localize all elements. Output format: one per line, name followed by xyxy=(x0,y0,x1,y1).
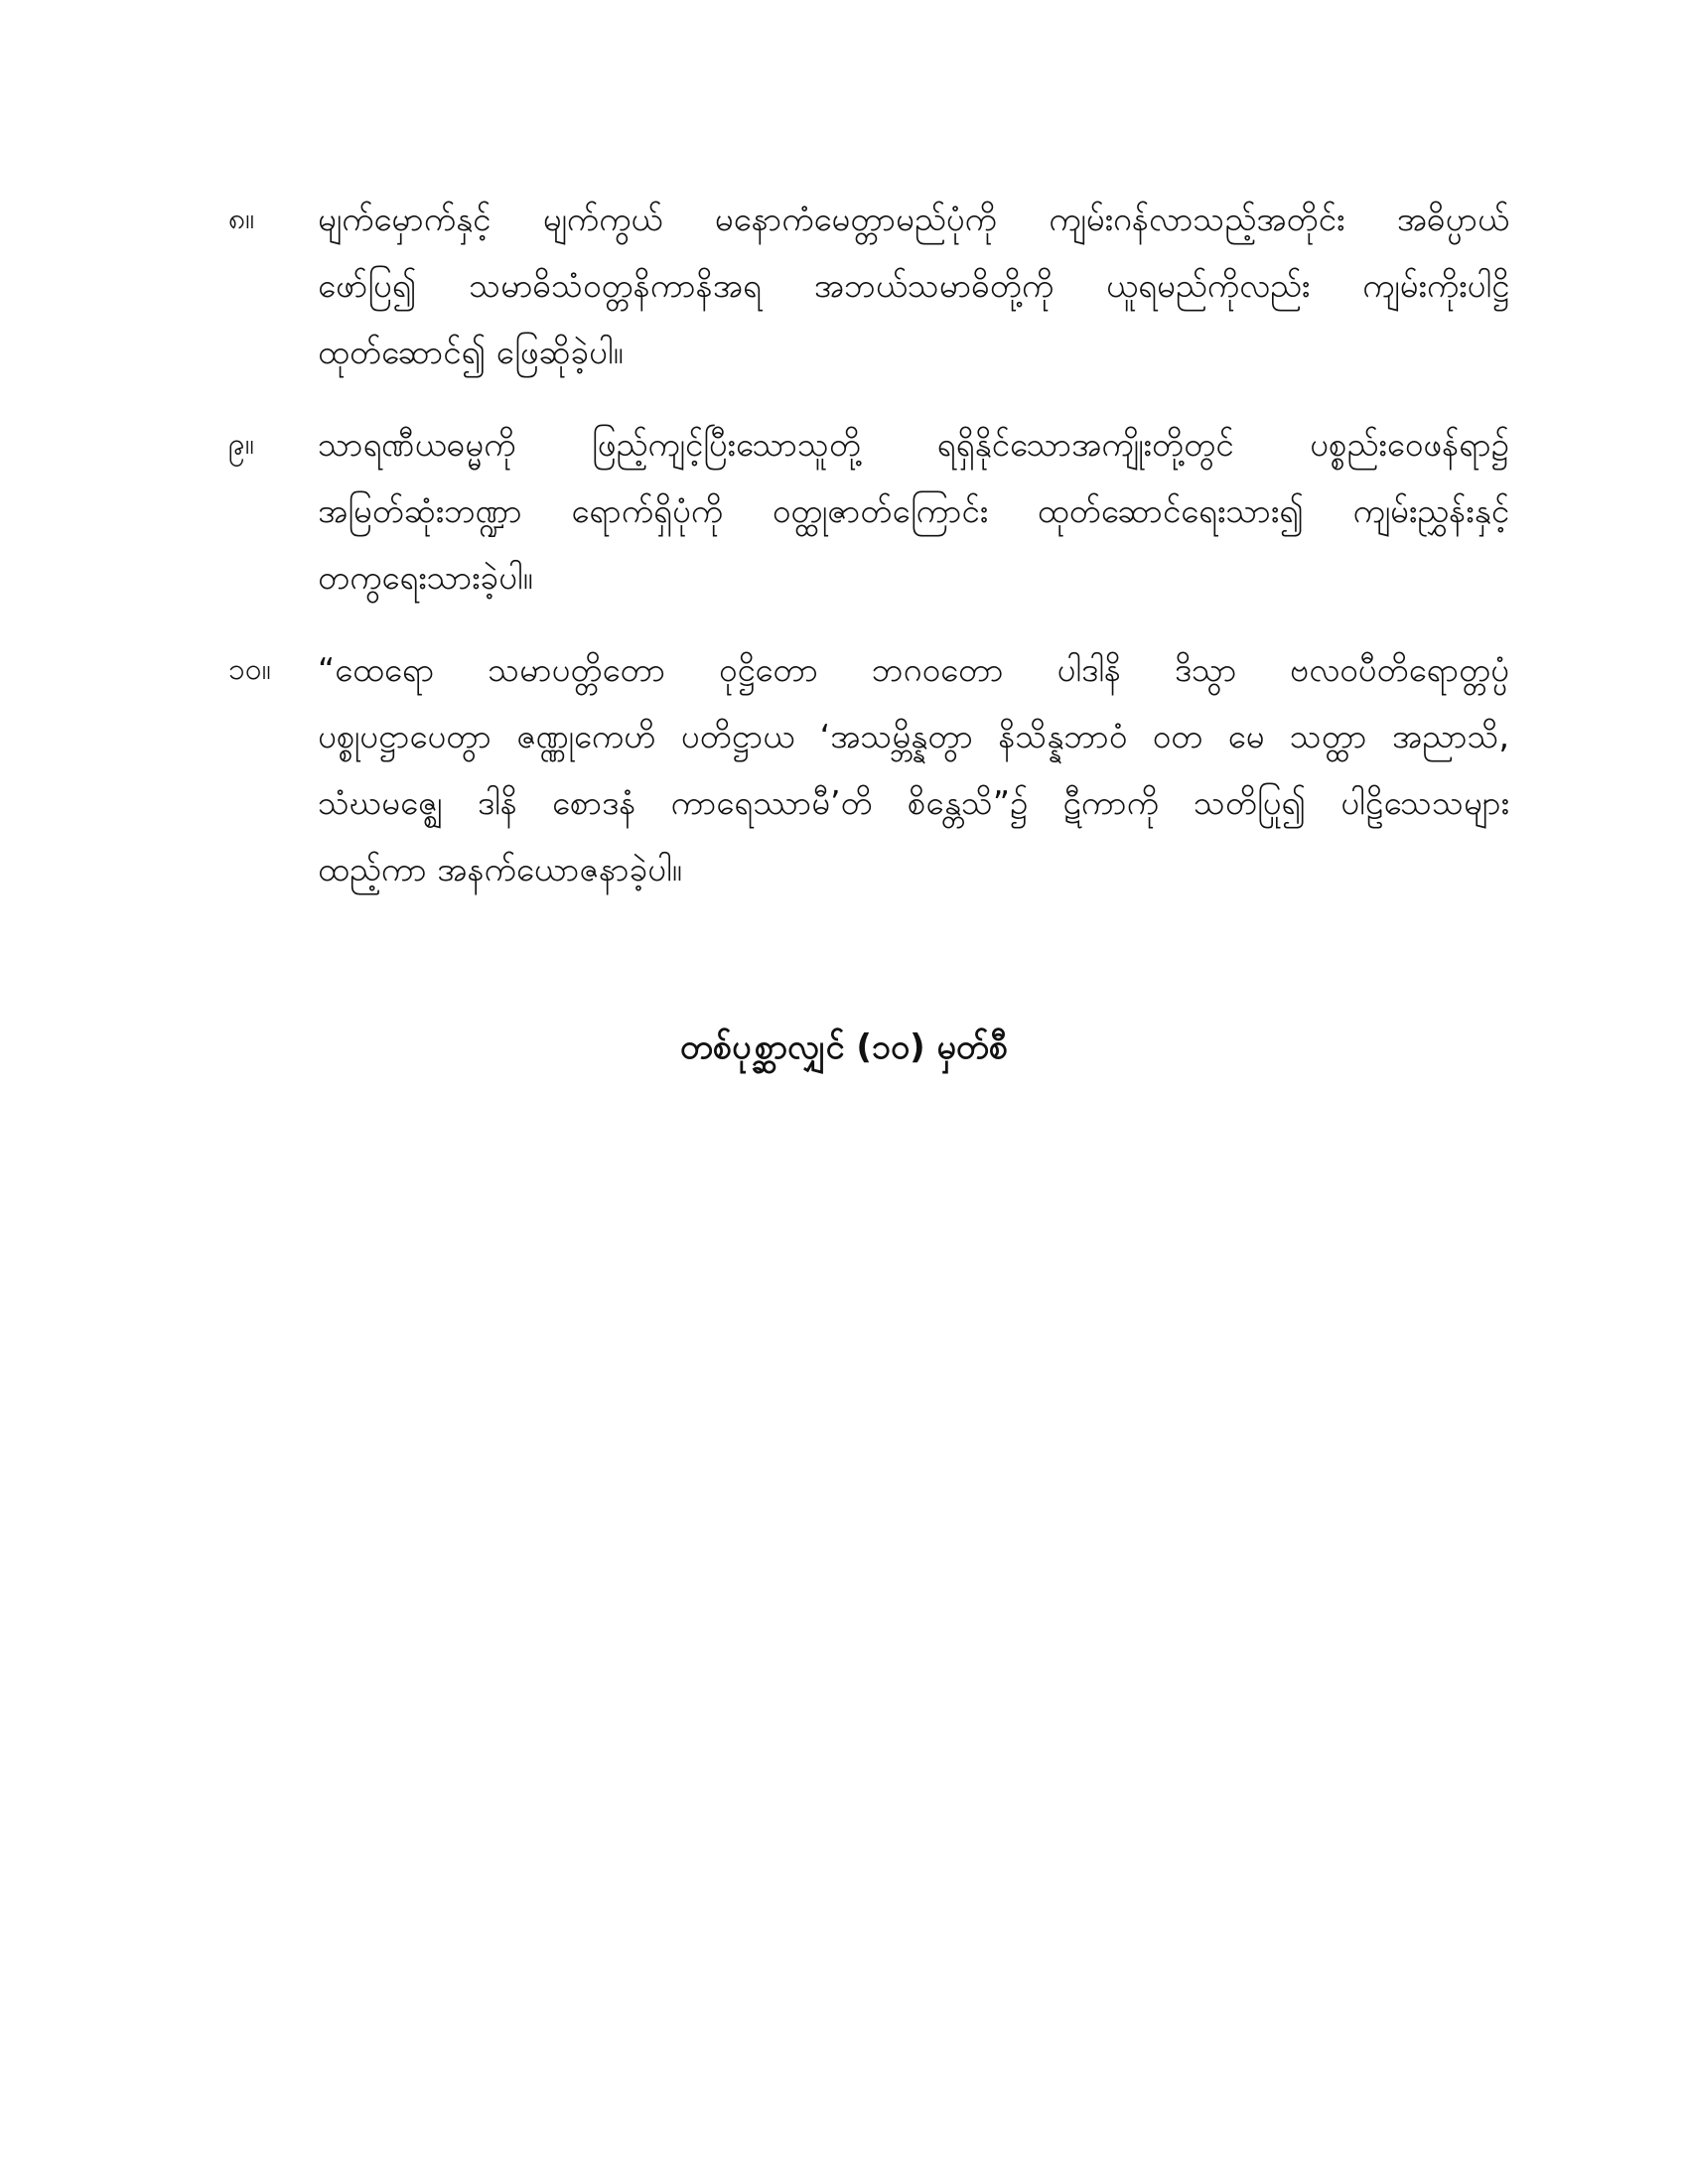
question-text-line: ထုတ်ဆောင်၍ ဖြေဆိုခဲ့ပါ။ xyxy=(318,333,624,371)
question-text-line: အမြတ်ဆုံးဘဏ္ဍာ ရောက်ရှိပုံကို ဝတ္ထုဇာတ်ကြောင်း ထုတ်ဆောင်ရေးသား၍ ကျမ်းညွှန်းနှင့် xyxy=(318,491,1509,530)
question-text-line: သံဃမဇ္ဈေ ဒါနိ စောဒနံ ကာရေဿာမီ’တိ စိန္တေသိ”၌ ဋီကာကို သတိပြု၍ ပါဠိသေသများ xyxy=(318,783,1509,822)
question-text-line: ဖော်ပြ၍ သမာဓိသံဝတ္တနိကာနိအရ အဘယ်သမာဓိတို့ကို ယူရမည်ကိုလည်း ကျမ်းကိုးပါဋ္ဌိ xyxy=(318,266,1509,305)
question-text-line: “ထေရော သမာပတ္တိတော ဝုဋ္ဌိတော ဘဂဝတော ပါဒါနိ ဒိသွာ ဗလဝပီတိရောတ္တပ္ပံ xyxy=(318,650,1509,689)
question-text-line: ပစ္စုပဋ္ဌာပေတွာ ဇဏ္ဏုကေဟိ ပတိဋ္ဌာယ ‘အသမ္ဘိန္နတွာ နိသိန္နဘာဝံ ဝတ မေ သတ္ထာ အညာသိ, xyxy=(318,717,1509,755)
question-text-line: တကွရေးသားခဲ့ပါ။ xyxy=(318,558,533,597)
question-text-line: မျက်မှောက်နှင့် မျက်ကွယ် မနောကံမေတ္တာမည်ပုံကို ကျမ်းဂန်လာသည့်အတိုင်း အဓိပ္ပာယ် xyxy=(318,200,1509,238)
question-text-line: သာရဏီယဓမ္မကို ဖြည့်ကျင့်ပြီးသောသူတို့ ရရှိနိုင်သောအကျိုးတို့တွင် ပစ္စည်းဝေဖန်ရာ၌ xyxy=(318,425,1509,464)
question-number: ၉။ xyxy=(228,427,254,462)
question-text-line: ထည့်ကာ အနက်ယောဇနာခဲ့ပါ။ xyxy=(318,850,682,888)
marks-note: တစ်ပုစ္ဆာလျှင် (၁၀) မှတ်စီ xyxy=(679,1027,1009,1067)
question-number: ၈။ xyxy=(228,202,255,236)
question-number: ၁၀။ xyxy=(228,652,271,687)
